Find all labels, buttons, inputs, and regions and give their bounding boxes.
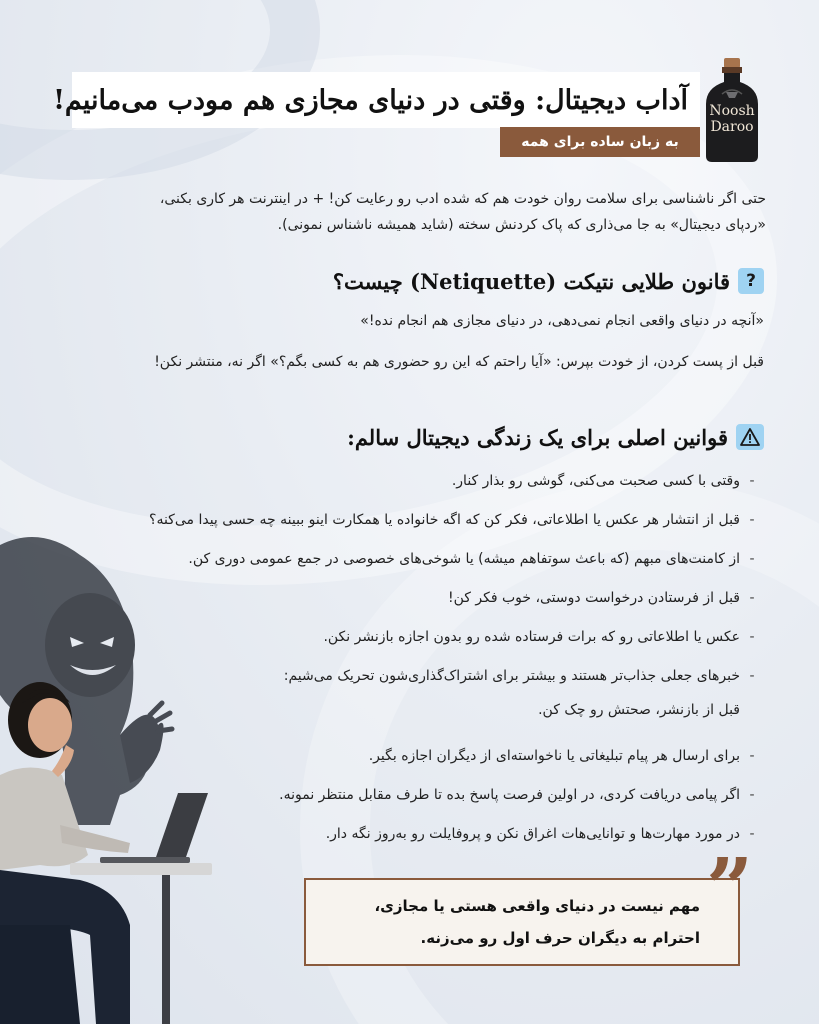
quotation-mark-icon: ” (706, 841, 754, 937)
intro-paragraph (60, 186, 766, 238)
subtitle-badge (500, 127, 700, 157)
list-item: -عکس یا اطلاعاتی رو که برات فرستاده شده رو بدون اجازه بازنشر نکن. (323, 629, 755, 645)
intro-line-1: حتی اگر ناشناسی برای سلامت روان خودت هم که شده ادب رو رعایت کن! + در اینترنت هر کاری بکنی، (159, 191, 766, 207)
golden-rule-quote: «آنچه در دنیای واقعی انجام نمی‌دهی، در دنیای مجازی هم انجام نده!» (360, 313, 764, 329)
intro-line-2: «ردپای دیجیتال» به جا می‌ذاری که پاک کردنش سخته (شاید همیشه ناشناس نمونی). (277, 217, 766, 233)
list-item: -وقتی با کسی صحبت می‌کنی، گوشی رو بذار کنار. (451, 473, 755, 489)
closing-quote-line-1: مهم نیست در دنیای واقعی هستی یا مجازی، (374, 897, 700, 915)
main-rules-heading-text: قوانین اصلی برای یک زندگی دیجیتال سالم: (347, 424, 728, 450)
netiquette-heading-text: قانون طلایی نتیکت (Netiquette) چیست؟ (332, 268, 730, 294)
list-item: -خبرهای جعلی جذاب‌تر هستند و بیشتر برای اشتراک‌گذاری‌شون تحریک می‌شیم: قبل از بازنشر، صحتش رو چک کن. (44, 665, 764, 745)
subtitle-text: به زبان ساده برای همه (521, 134, 679, 150)
brand-logo-text (703, 103, 761, 135)
page-title: آداب دیجیتال: وقتی در دنیای مجازی هم مودب می‌مانیم! (53, 84, 688, 116)
list-item: -در مورد مهارت‌ها و توانایی‌هات اغراق نکن و پروفایلت رو به‌روز نگه دار. (325, 826, 755, 842)
closing-quote-box (304, 878, 740, 966)
main-rules-heading (347, 424, 764, 450)
list-item: -برای ارسال هر پیام تبلیغاتی یا ناخواسته‌ای از دیگران اجازه بگیر. (368, 748, 755, 764)
golden-rule-tip: قبل از پست کردن، از خودت بپرس: «آیا راحتم که این رو حضوری هم به کسی بگم؟» اگر نه، منتشر نکن! (154, 354, 764, 370)
warning-icon (736, 424, 764, 450)
rule-continuation: قبل از بازنشر، صحتش رو چک کن. (538, 702, 740, 718)
brand-logo-line1: Noosh (709, 103, 755, 119)
list-item: -اگر پیامی دریافت کردی، در اولین فرصت پاسخ بده تا طرف مقابل منتظر نمونه. (279, 787, 755, 803)
list-item: -قبل از فرستادن درخواست دوستی، خوب فکر کن! (447, 590, 755, 606)
woman-laptop-illustration (0, 525, 230, 1024)
list-item: -از کامنت‌های مبهم (که باعث سوتفاهم میشه) یا شوخی‌های خصوصی در جمع عمومی دوری کن. (188, 551, 755, 567)
closing-quote-line-2: احترام به دیگران حرف اول رو می‌زنه. (420, 929, 700, 947)
brand-logo-line2: Daroo (710, 119, 754, 135)
netiquette-heading (333, 268, 764, 294)
list-item: -قبل از انتشار هر عکس یا اطلاعاتی، فکر کن که اگه خانواده یا همکارت اینو ببینه چه حسی پیدا می‌کنه؟ (149, 512, 755, 528)
title-banner (53, 72, 700, 128)
question-icon: ? (738, 268, 764, 294)
